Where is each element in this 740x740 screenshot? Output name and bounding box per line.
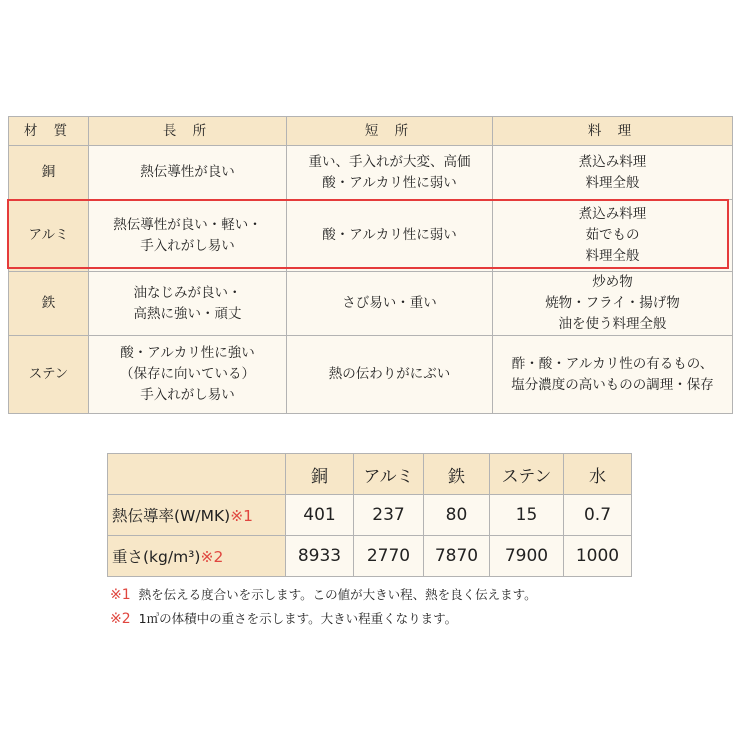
cooking-line: 料理全般 — [585, 174, 640, 191]
weight-row — [108, 536, 632, 577]
material-cell: ステン — [9, 336, 89, 414]
cons-line: 熱の伝わりがにぶい — [328, 366, 451, 382]
cooking-line: 煮込み料理 — [578, 153, 647, 170]
pros-line: （保存に向いている） — [120, 366, 255, 382]
value-cell: 15 — [490, 495, 564, 536]
header-cooking: 料 理 — [493, 117, 733, 146]
cons-line: さび易い・重い — [342, 295, 437, 311]
table-row-stainless — [9, 336, 733, 414]
footnote-2 — [110, 607, 537, 631]
footnote-1 — [110, 583, 537, 607]
cons-cell — [287, 272, 493, 336]
table-row-aluminum — [9, 200, 733, 272]
column-header: 水 — [564, 454, 632, 495]
cooking-cell — [493, 146, 733, 200]
properties-header-row — [108, 454, 632, 495]
cons-cell — [287, 200, 493, 272]
footnotes — [110, 583, 537, 631]
material-cell: 鉄 — [9, 272, 89, 336]
cons-line: 酸・アルカリ性に弱い — [322, 174, 457, 191]
material-comparison-table — [8, 116, 733, 414]
column-header: ステン — [490, 454, 564, 495]
header-material: 材 質 — [9, 117, 89, 146]
pros-cell — [89, 336, 287, 414]
pros-line: 油なじみが良い・ — [133, 284, 242, 301]
table-row-copper — [9, 146, 733, 200]
cooking-line: 料理全般 — [585, 248, 640, 264]
row-label — [108, 536, 286, 577]
value-cell: 80 — [424, 495, 490, 536]
header-cons: 短 所 — [287, 117, 493, 146]
material-cell: 銅 — [9, 146, 89, 200]
material-cell: アルミ — [9, 200, 89, 272]
value-cell: 2770 — [354, 536, 424, 577]
table-row-iron — [9, 272, 733, 336]
note-mark: ※1 — [230, 507, 254, 525]
value-cell: 401 — [286, 495, 354, 536]
note-mark: ※2 — [200, 548, 224, 566]
row-label-text: 重さ(kg/m³) — [112, 548, 201, 566]
pros-line: 手入れがし易い — [140, 387, 235, 403]
cooking-cell — [493, 272, 733, 336]
row-label-text: 熱伝導率(W/MK) — [112, 507, 231, 525]
pros-cell — [89, 146, 287, 200]
value-cell: 0.7 — [564, 495, 632, 536]
footnote-mark: ※2 — [110, 611, 131, 627]
pros-cell — [89, 272, 287, 336]
row-label — [108, 495, 286, 536]
cons-cell — [287, 336, 493, 414]
value-cell: 237 — [354, 495, 424, 536]
pros-line: 熱伝導性が良い — [140, 164, 235, 180]
cooking-line: 煮込み料理 — [578, 206, 647, 222]
cooking-line: 油を使う料理全般 — [558, 316, 667, 332]
cooking-line: 焼物・フライ・揚げ物 — [545, 295, 680, 311]
table-header-row — [9, 117, 733, 146]
column-header: 鉄 — [424, 454, 490, 495]
value-cell: 1000 — [564, 536, 632, 577]
cooking-line: 茹でもの — [585, 227, 640, 243]
cons-cell — [287, 146, 493, 200]
cooking-line: 塩分濃度の高いものの調理・保存 — [511, 376, 714, 393]
value-cell: 7870 — [424, 536, 490, 577]
pros-line: 酸・アルカリ性に強い — [120, 345, 255, 361]
thermal-conductivity-row — [108, 495, 632, 536]
pros-line: 手入れがし易い — [140, 237, 235, 254]
cooking-line: 炒め物 — [592, 274, 633, 290]
cons-line: 酸・アルカリ性に弱い — [322, 227, 457, 243]
value-cell: 7900 — [490, 536, 564, 577]
footnote-text: 1㎥の体積中の重さを示します。大きい程重くなります。 — [138, 611, 458, 626]
header-pros: 長 所 — [89, 117, 287, 146]
material-properties-table — [107, 453, 632, 577]
pros-line: 熱伝導性が良い・軽い・ — [113, 216, 262, 233]
cooking-cell — [493, 336, 733, 414]
footnote-text: 熱を伝える度合いを示します。この値が大きい程、熱を良く伝えます。 — [138, 587, 537, 602]
cooking-line: 酢・酸・アルカリ性の有るもの、 — [511, 355, 714, 372]
cooking-cell — [493, 200, 733, 272]
column-header: 銅 — [286, 454, 354, 495]
footnote-mark: ※1 — [110, 587, 131, 603]
corner-cell — [108, 454, 286, 495]
cons-line: 重い、手入れが大変、高価 — [308, 153, 471, 170]
pros-cell — [89, 200, 287, 272]
column-header: アルミ — [354, 454, 424, 495]
value-cell: 8933 — [286, 536, 354, 577]
pros-line: 高熱に強い・頑丈 — [133, 305, 242, 322]
